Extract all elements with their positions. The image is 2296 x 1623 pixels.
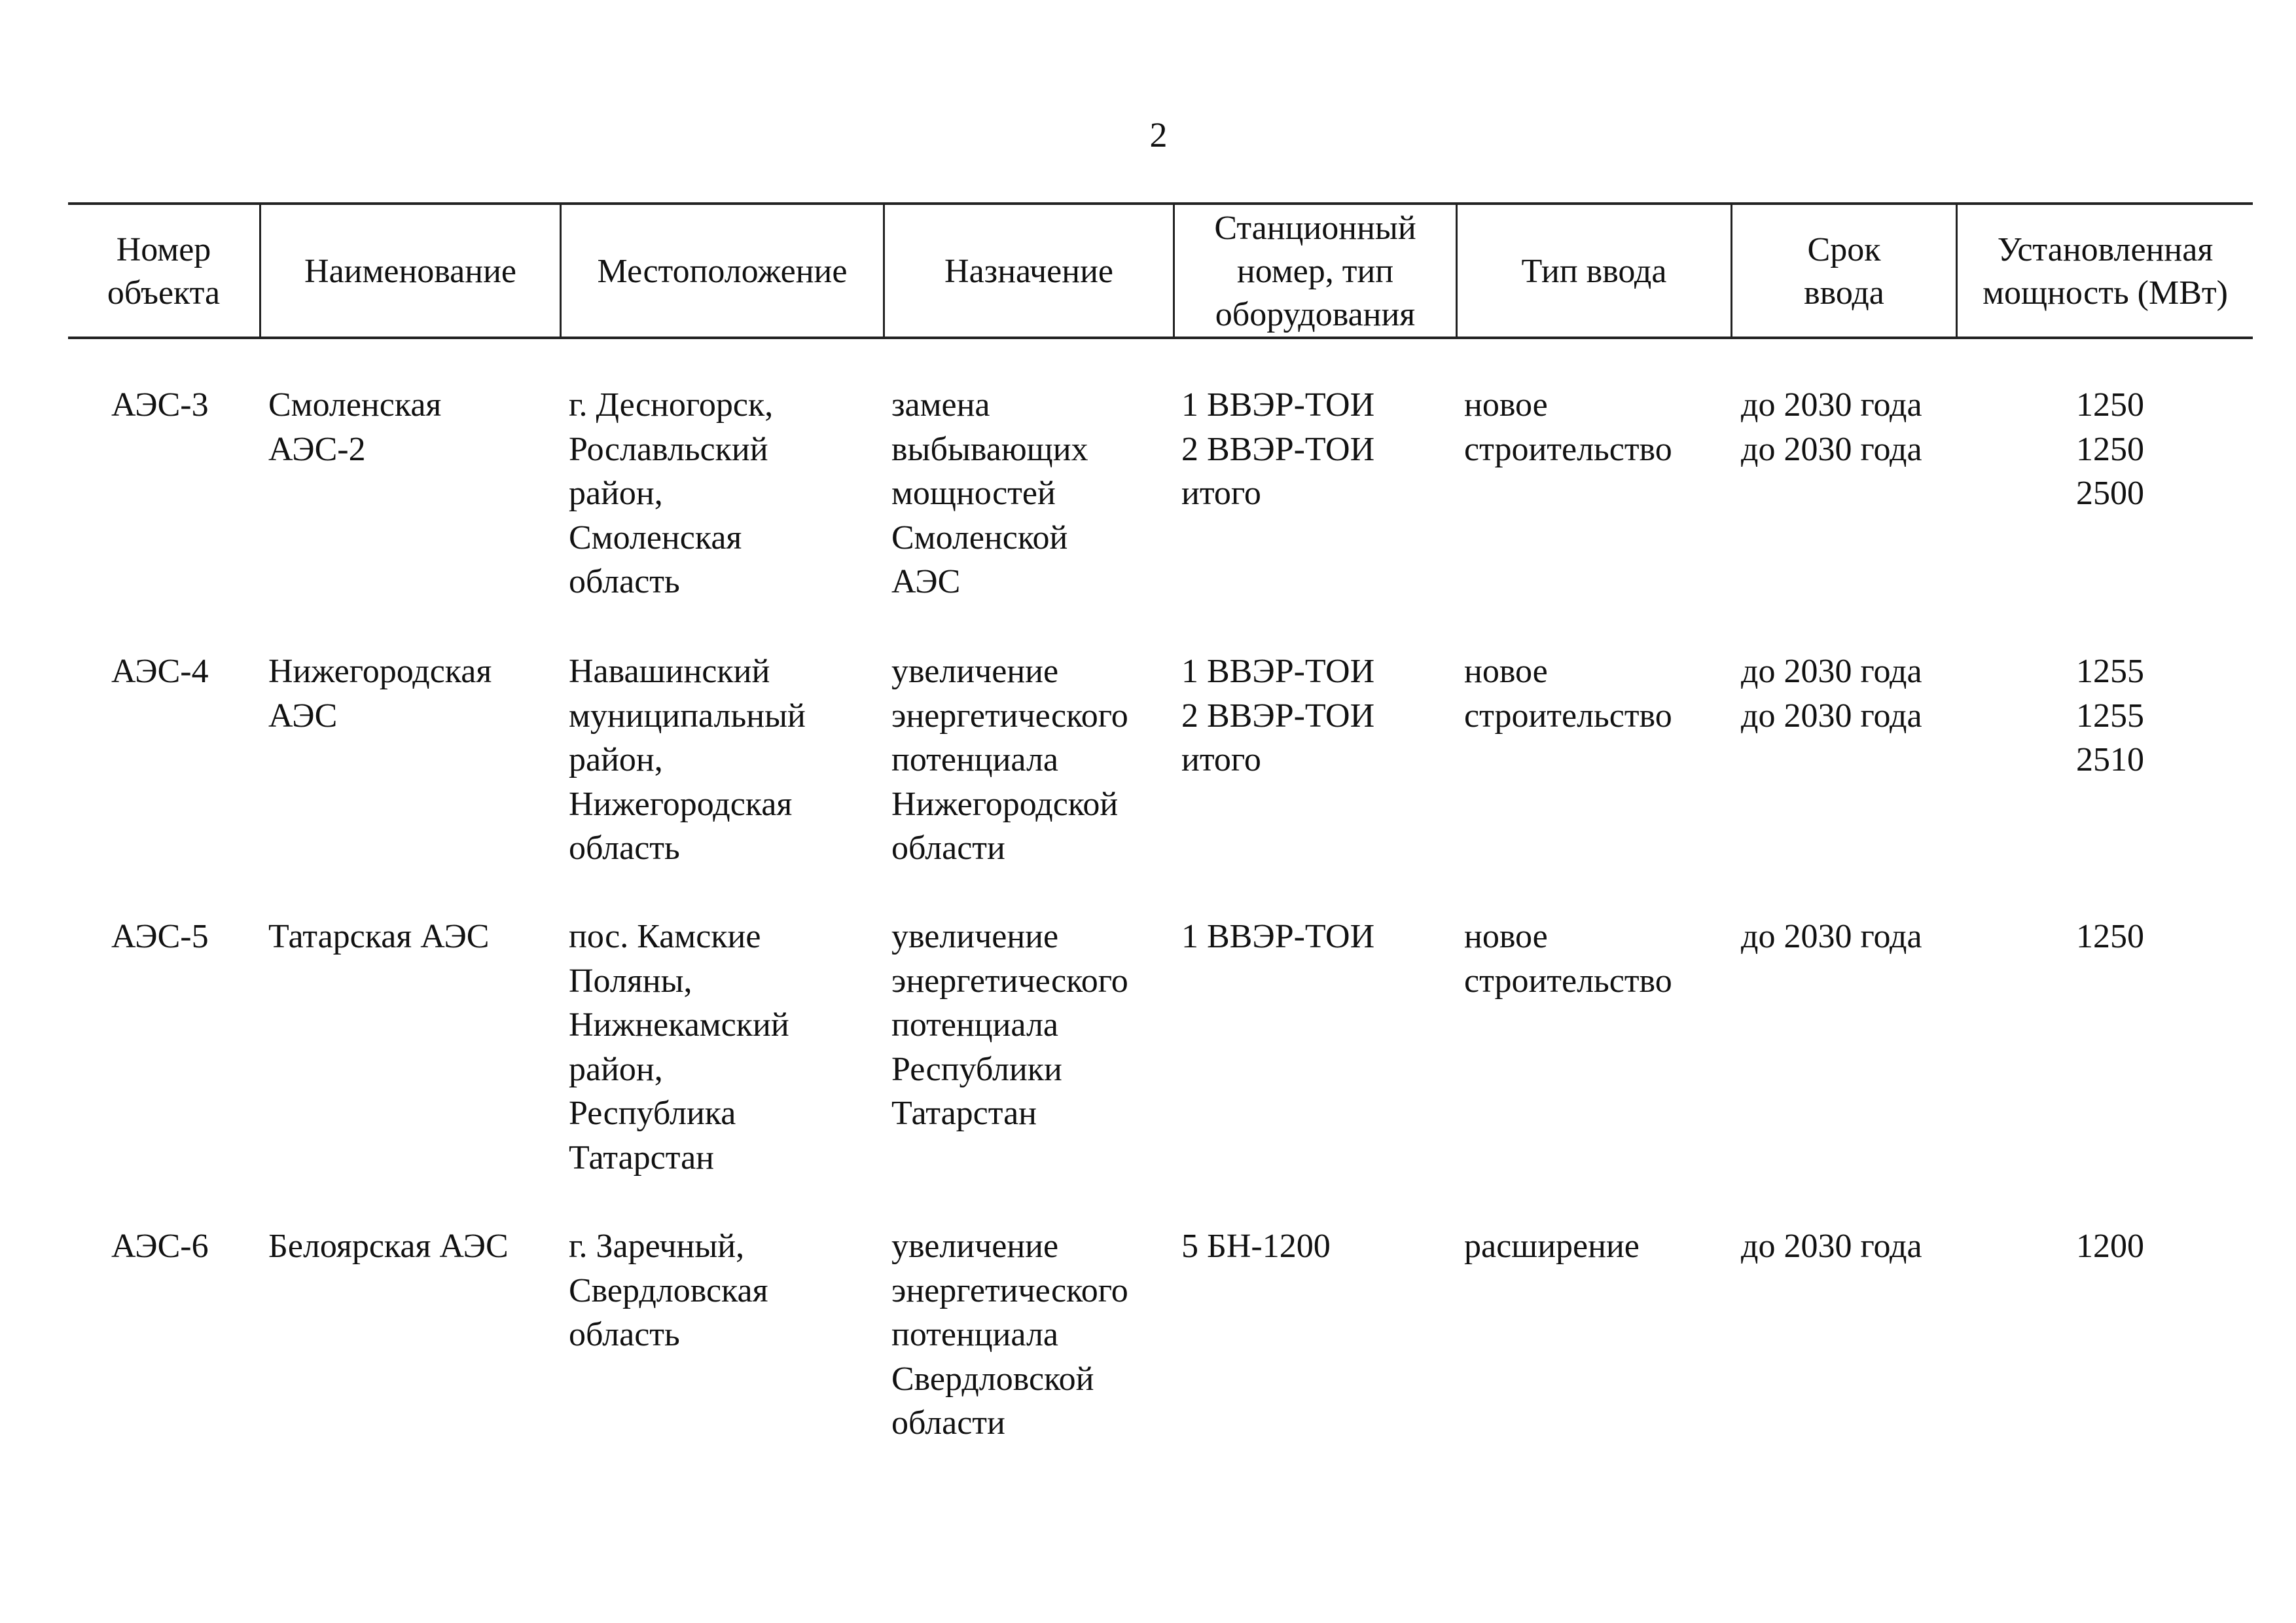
cell-purpose: увеличение энергетического потенциала Нижегородской области — [891, 653, 1128, 867]
cell-input-term: до 2030 года — [1741, 1228, 1922, 1265]
cell-name: Нижегородская АЭС — [268, 653, 492, 735]
cell-equipment: 1 ВВЭР-ТОИ 2 ВВЭР-ТОИ итого — [1181, 386, 1375, 512]
page-number: 2 — [1149, 115, 1168, 155]
cell-input-term: до 2030 года — [1741, 918, 1922, 955]
header-name: Наименование — [304, 252, 516, 290]
header-location: Местоположение — [597, 252, 848, 290]
header-object-number: Номер объекта — [107, 230, 221, 312]
cell-location: пос. Камские Поляны, Нижнекамский район, Республика Татарстан — [569, 918, 789, 1176]
header-capacity: Установленная мощность (МВт) — [1982, 230, 2228, 312]
cell-purpose: замена выбывающих мощностей Смоленской АЭС — [891, 386, 1088, 600]
cell-purpose: увеличение энергетического потенциала Республики Татарстан — [891, 918, 1128, 1132]
header-input-term: Срок ввода — [1804, 230, 1884, 312]
header-input-type: Тип ввода — [1521, 252, 1667, 290]
header-equipment: Станционный номер, тип оборудования — [1214, 209, 1416, 333]
cell-input-type: новое строительство — [1464, 386, 1672, 468]
cell-input-type: расширение — [1464, 1228, 1640, 1265]
cell-input-term: до 2030 года до 2030 года — [1741, 653, 1922, 735]
cell-location: Навашинский муниципальный район, Нижегородская область — [569, 653, 806, 867]
cell-name: Татарская АЭС — [268, 918, 490, 955]
cell-capacity: 1200 — [2076, 1228, 2144, 1265]
cell-capacity: 1255 1255 2510 — [2076, 653, 2144, 778]
cell-capacity: 1250 1250 2500 — [2076, 386, 2144, 512]
cell-equipment: 5 БН-1200 — [1181, 1228, 1331, 1265]
cell-equipment: 1 ВВЭР-ТОИ — [1181, 918, 1375, 955]
cell-input-type: новое строительство — [1464, 653, 1672, 735]
cell-object-number: АЭС-3 — [111, 386, 209, 424]
cell-object-number: АЭС-6 — [111, 1228, 209, 1265]
cell-capacity: 1250 — [2076, 918, 2144, 955]
header-purpose: Назначение — [944, 252, 1113, 290]
cell-location: г. Десногорск, Рославльский район, Смоленская область — [569, 386, 774, 600]
cell-name: Смоленская АЭС-2 — [268, 386, 442, 468]
cell-input-term: до 2030 года до 2030 года — [1741, 386, 1922, 468]
cell-object-number: АЭС-4 — [111, 653, 209, 690]
cell-location: г. Заречный, Свердловская область — [569, 1228, 768, 1353]
cell-purpose: увеличение энергетического потенциала Свердловской области — [891, 1228, 1128, 1442]
cell-object-number: АЭС-5 — [111, 918, 209, 955]
cell-name: Белоярская АЭС — [268, 1228, 509, 1265]
cell-input-type: новое строительство — [1464, 918, 1672, 1000]
cell-equipment: 1 ВВЭР-ТОИ 2 ВВЭР-ТОИ итого — [1181, 653, 1375, 778]
